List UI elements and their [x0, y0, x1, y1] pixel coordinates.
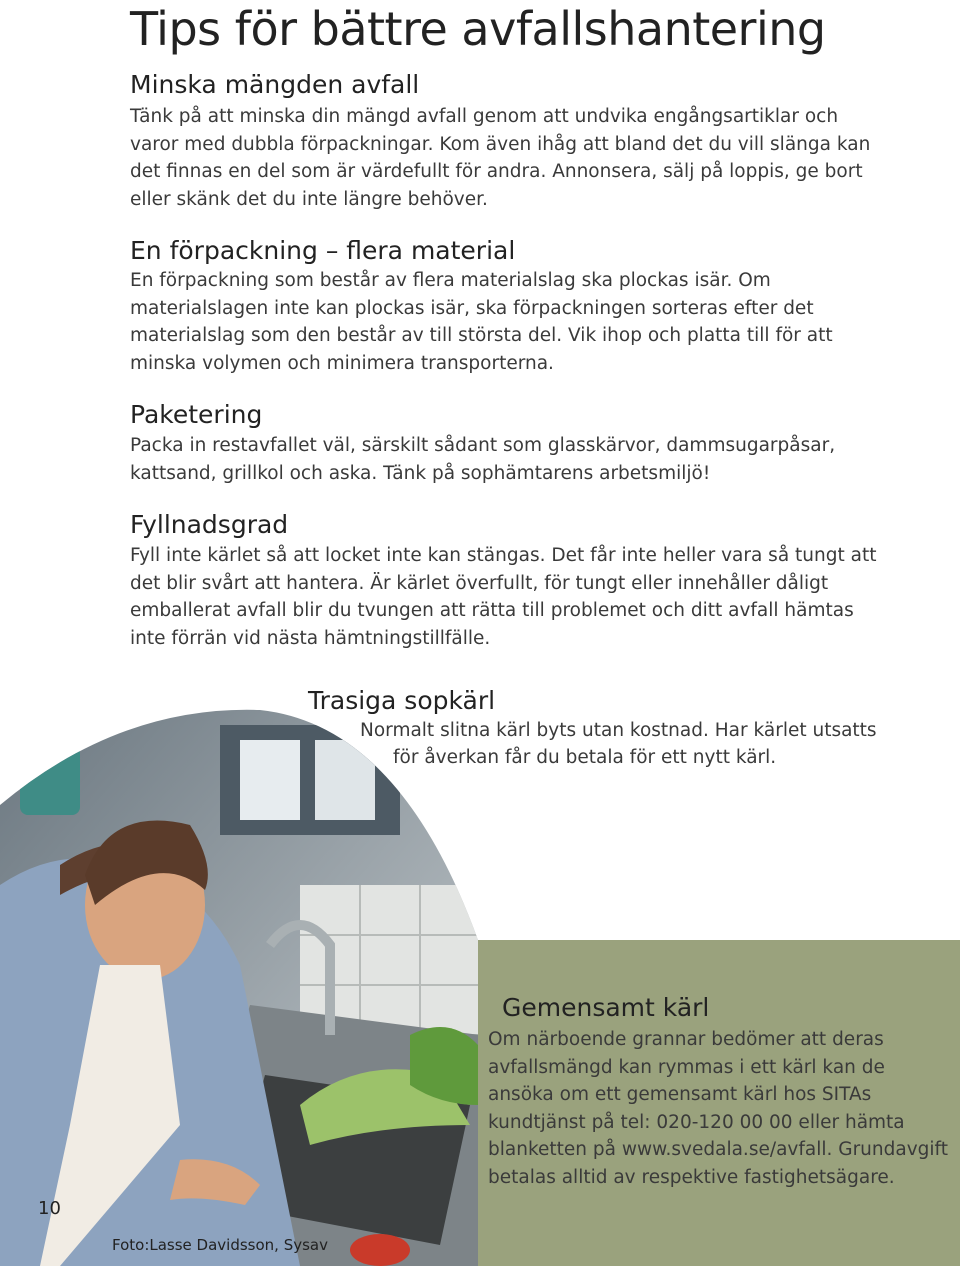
section-heading-broken-bins: Trasiga sopkärl: [308, 686, 496, 715]
section-heading-reduce: Minska mängden avfall: [130, 70, 420, 99]
section-heading-packaging: En förpackning – flera material: [130, 236, 516, 265]
page-title: Tips för bättre avfallshantering: [130, 2, 826, 56]
section-heading-shared-bin: Gemensamt kärl: [502, 993, 710, 1022]
section-body-packaging: En förpackning som består av flera materialslag ska plockas isär. Om materialslagen inte kan plockas isär, ska förpackningen sorteras efter det materialslag som den består av till största del. Vik ihop och platta till för att minska volymen och minimera transporterna.: [130, 270, 833, 374]
section-heading-wrapping: Paketering: [130, 400, 263, 429]
page-number: 10: [38, 1198, 61, 1219]
section-heading-fill-level: Fyllnadsgrad: [130, 510, 289, 539]
broken-bins-line-1: Normalt slitna kärl byts utan kostnad. Har kärlet utsatts: [360, 720, 877, 741]
section-body-reduce: Tänk på att minska din mängd avfall genom att undvika engångsartiklar och varor med dubbla förpackningar. Kom även ihåg att bland det du vill slänga kan det finnas en del som är värdefullt för andra. Annonsera, sälj på loppis, ge bort eller skänk det du inte längre behöver.: [130, 106, 871, 210]
photo-credit: Foto:Lasse Davidsson, Sysav: [112, 1236, 328, 1254]
section-body-fill-level: Fyll inte kärlet så att locket inte kan stängas. Det får inte heller vara så tungt att det blir svårt att hantera. Är kärlet överfullt, för tungt eller innehåller dåligt emballerat avfall blir du tvungen att rätta till problemet och ditt avfall hämtas inte förrän vid nästa hämtningstillfälle.: [130, 545, 877, 649]
section-body-shared-bin: Om närboende grannar bedömer att deras avfallsmängd kan rymmas i ett kärl kan de ansöka om ett gemensamt kärl hos SITAs kundtjänst på tel: 020-120 00 00 eller hämta blanketten på www.svedala.se/avfall. Grundavgift betalas alltid av respektive fastighetsägare.: [488, 1029, 948, 1188]
kitchen-photo: [0, 705, 480, 1266]
section-body-wrapping: Packa in restavfallet väl, särskilt sådant som glasskärvor, dammsugarpåsar, kattsand, grillkol och aska. Tänk på sophämtarens arbetsmiljö!: [130, 435, 836, 484]
broken-bins-line-2: för åverkan får du betala för ett nytt kärl.: [393, 747, 777, 768]
